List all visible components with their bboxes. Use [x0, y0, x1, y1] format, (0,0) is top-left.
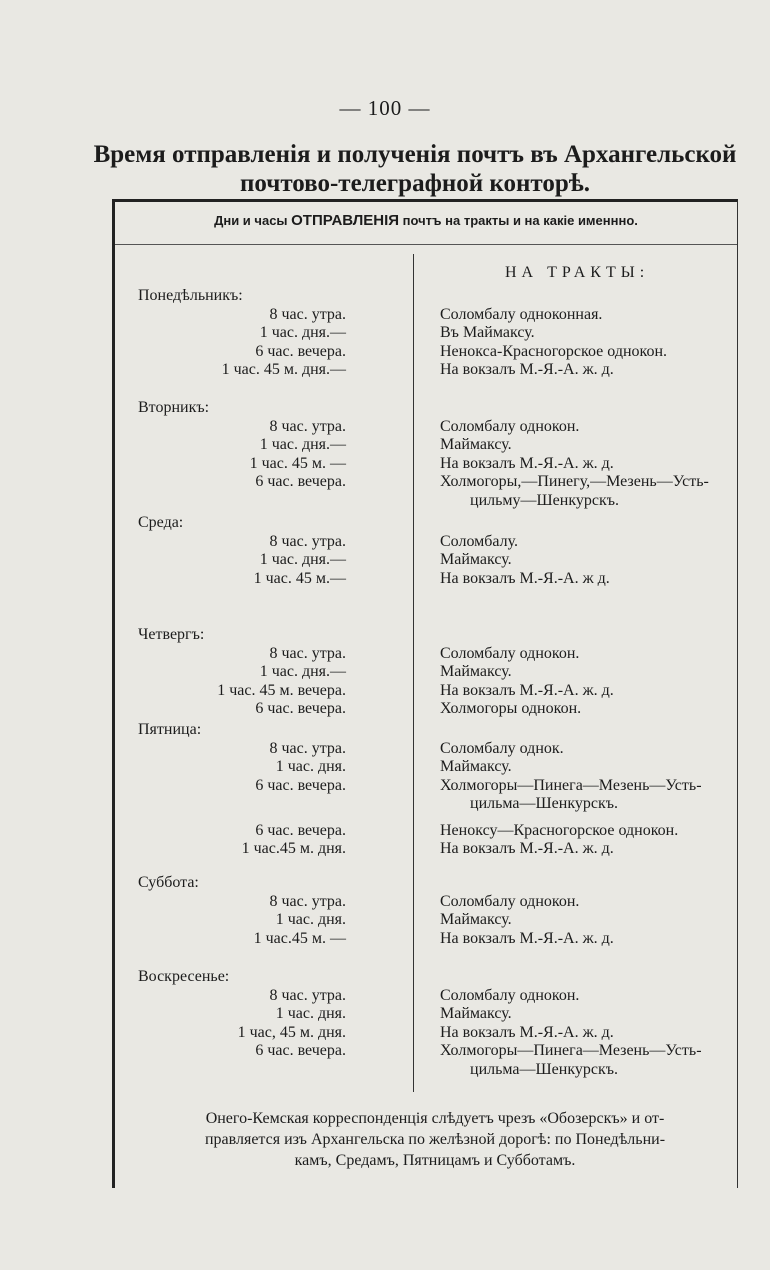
departure-time: 1 час. дня.— — [259, 436, 346, 453]
departure-time: 6 час. вечера. — [255, 342, 346, 360]
destination: На вокзалъ М.-Я.-А. ж. д. — [440, 929, 614, 947]
departure-time: 6 час. вечера. — [255, 700, 346, 717]
destination: На вокзалъ М.-Я.-А. ж. д. — [440, 840, 614, 857]
footnote-line-3: камъ, Средамъ, Пятницамъ и Субботамъ. — [294, 1152, 576, 1169]
destination: На вокзалъ М.-Я.-А. ж. д. — [440, 1023, 614, 1041]
table-header-strong: ОТПРАВЛЕНІЯ — [291, 212, 400, 229]
destination: Маймаксу. — [440, 1005, 512, 1022]
column-divider — [413, 254, 414, 1092]
footnote-line-1: Онего-Кемская корреспонденція слѣдуетъ чрезъ «Обозерскъ» и от- — [205, 1110, 665, 1127]
departure-time: 1 час. дня. — [275, 758, 346, 775]
departure-time: 1 час. дня.— — [259, 663, 346, 680]
departure-time: 6 час. вечера. — [255, 821, 346, 839]
destination: Соломбалу однок. — [440, 739, 564, 757]
destination: На вокзалъ М.-Я.-А. ж. д. — [440, 361, 614, 378]
departure-time: 1 час. 45 м.— — [253, 569, 346, 587]
departure-time: 1 час, 45 м. дня. — [237, 1023, 346, 1041]
destination: Соломбалу однокон. — [440, 986, 580, 1004]
destination: Соломбалу однокон. — [440, 644, 580, 662]
departure-time: 1 час.45 м. — — [253, 929, 346, 947]
destination: Холмогоры—Пинега—Мезень—Усть- — [440, 1042, 702, 1059]
destination-continued: цильма—Шенкурскъ. — [470, 1060, 619, 1078]
destination: На вокзалъ М.-Я.-А. ж. д. — [440, 454, 614, 472]
destination: На вокзалъ М.-Я.-А. ж д. — [440, 569, 610, 587]
day-label: Вторникъ: — [138, 399, 210, 416]
destination: Маймаксу. — [440, 758, 512, 775]
departure-time: 6 час. вечера. — [255, 473, 346, 490]
departure-time: 8 час. утра. — [269, 644, 346, 662]
departure-time: 1 час. дня.— — [259, 324, 346, 341]
departure-time: 1 час. 45 м. — — [249, 454, 346, 472]
departure-time: 8 час. утра. — [269, 532, 346, 550]
departure-time: 1 час. 45 м. вечера. — [217, 681, 346, 699]
destination: На вокзалъ М.-Я.-А. ж. д. — [440, 681, 614, 699]
day-label: Среда: — [138, 514, 184, 531]
footnote-line-2: правляется изъ Архангельска по желѣзной дорогѣ: по Понедѣльни- — [204, 1131, 666, 1148]
destination: Соломбалу однокон. — [440, 892, 580, 910]
destination: Соломбалу. — [440, 532, 519, 550]
destination: Маймаксу. — [440, 436, 512, 453]
day-label: Воскресенье: — [138, 968, 230, 985]
destination: Соломбалу однокон. — [440, 417, 580, 435]
destination-continued: цильму—Шенкурскъ. — [470, 491, 620, 509]
day-label: Пятница: — [138, 721, 202, 738]
departure-time: 8 час. утра. — [269, 892, 346, 910]
day-label: Понедѣльникъ: — [138, 287, 243, 304]
departure-time: 1 час. дня. — [275, 1005, 346, 1022]
departure-time: 6 час. вечера. — [255, 1042, 346, 1059]
departure-time: 8 час. утра. — [269, 739, 346, 757]
destinations-column-header: НА ТРАКТЫ: — [505, 264, 650, 281]
destination: Холмогоры однокон. — [440, 700, 582, 717]
departure-time: 6 час. вечера. — [255, 776, 346, 794]
footnote — [150, 1108, 720, 1171]
destination: Ненокса-Красногорское однокон. — [440, 342, 668, 360]
table-header-suffix: почтъ на тракты и на какіе именнно. — [399, 213, 638, 228]
destination: Неноксу—Красногорское однокон. — [440, 821, 679, 839]
destination: Маймаксу. — [440, 551, 512, 568]
title-line-2: почтово-телеграфной конторѣ. — [239, 170, 591, 197]
day-label: Четвергъ: — [138, 626, 205, 643]
departure-time: 1 час. 45 м. дня.— — [221, 361, 346, 378]
destination: Въ Маймаксу. — [440, 324, 535, 341]
destination: Маймаксу. — [440, 663, 512, 680]
page-title — [90, 140, 740, 198]
departure-time: 1 час. дня. — [275, 911, 346, 928]
page-number: — 100 — — [339, 96, 431, 120]
day-label: Суббота: — [138, 874, 199, 891]
departure-time: 8 час. утра. — [269, 305, 346, 323]
departure-time: 1 час. дня.— — [259, 551, 346, 568]
destination: Маймаксу. — [440, 911, 512, 928]
title-line-1: Время отправленія и полученія почтъ въ Архангельской — [93, 141, 737, 168]
table-header — [115, 202, 737, 245]
destination: Холмогоры—Пинега—Мезень—Усть- — [440, 776, 702, 794]
destination: Соломбалу одноконная. — [440, 305, 603, 323]
departure-time: 8 час. утра. — [269, 417, 346, 435]
destination-continued: цильма—Шенкурскъ. — [470, 795, 619, 812]
destination: Холмогоры,—Пинегу,—Мезень—Усть- — [440, 473, 709, 490]
departure-time: 1 час.45 м. дня. — [241, 840, 346, 857]
departure-time: 8 час. утра. — [269, 986, 346, 1004]
table-header-prefix: Дни и часы — [214, 213, 292, 228]
